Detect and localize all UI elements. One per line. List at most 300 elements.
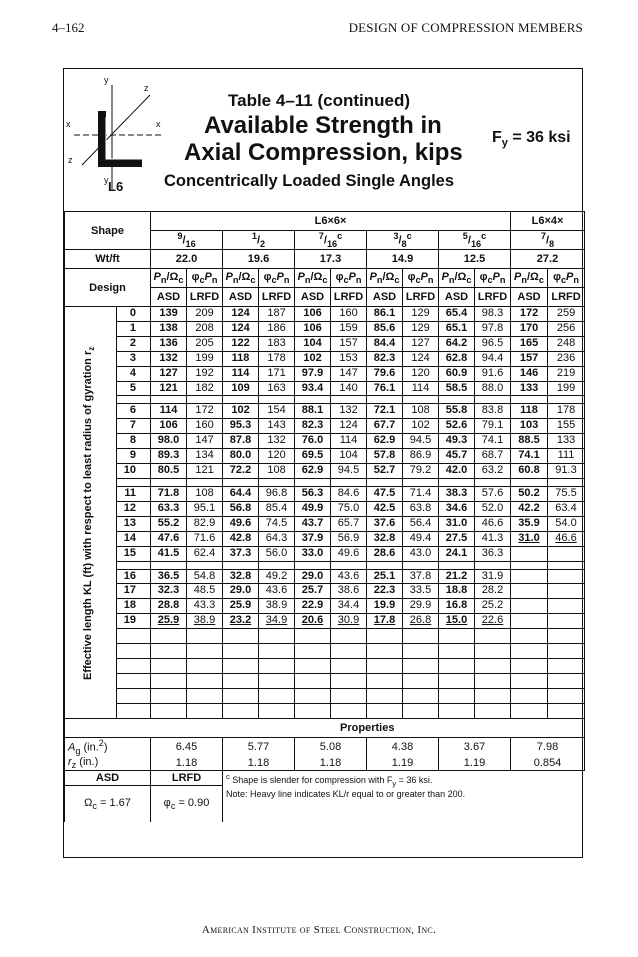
asd-value: 37.9 xyxy=(295,531,331,546)
asd-value: 57.8 xyxy=(367,449,403,464)
asd-value: 50.2 xyxy=(511,486,548,501)
asd-value: 88.5 xyxy=(511,434,548,449)
lrfd-value: 205 xyxy=(187,336,223,351)
asd-value: 23.2 xyxy=(223,614,259,629)
lrfd-value: 124 xyxy=(331,419,367,434)
ag-value: 7.98 xyxy=(511,738,585,756)
row-side-cell xyxy=(65,307,117,322)
lrfd-value: 178 xyxy=(548,404,585,419)
asd-value: 42.2 xyxy=(511,501,548,516)
kl-value: 16 xyxy=(117,569,151,584)
lrfd-value: 38.9 xyxy=(187,614,223,629)
lrfd-value xyxy=(548,478,585,486)
lrfd-value: 49.4 xyxy=(403,531,439,546)
asd-value xyxy=(295,644,331,659)
lrfd-value xyxy=(548,599,585,614)
table-row xyxy=(65,486,585,501)
asd-value xyxy=(367,478,403,486)
asd-value xyxy=(295,704,331,719)
lrfd-formula-header: $\varphi_cP_n$ xyxy=(403,269,439,288)
lrfd-value: 132 xyxy=(331,404,367,419)
lrfd-value: 46.6 xyxy=(475,516,511,531)
lrfd-value: 98.3 xyxy=(475,307,511,322)
thickness-cell: $^7/_{16}^c$ xyxy=(295,231,367,250)
asd-value xyxy=(511,396,548,404)
lrfd-value xyxy=(475,561,511,569)
note-heavy-line: Note: Heavy line indicates KL/r equal to or greater than 200. xyxy=(226,789,466,800)
lrfd-value: 52.0 xyxy=(475,501,511,516)
table-row xyxy=(65,614,585,629)
asd-value: 65.4 xyxy=(439,307,475,322)
asd-value: 95.3 xyxy=(223,419,259,434)
asd-value: 87.8 xyxy=(223,434,259,449)
kl-value xyxy=(117,689,151,704)
lrfd-value: 28.2 xyxy=(475,584,511,599)
lrfd-value: 159 xyxy=(331,321,367,336)
kl-value: 8 xyxy=(117,434,151,449)
asd-value: 121 xyxy=(151,381,187,396)
asd-value xyxy=(511,629,548,644)
lrfd-value xyxy=(259,396,295,404)
asd-value: 31.0 xyxy=(511,531,548,546)
lrfd-value: 114 xyxy=(331,434,367,449)
asd-value: 47.6 xyxy=(151,531,187,546)
asd-value: 38.3 xyxy=(439,486,475,501)
asd-value: 84.4 xyxy=(367,336,403,351)
axis-y-top: y xyxy=(104,75,109,85)
rz-label: $r_z$ (in.) xyxy=(65,756,151,771)
asd-value: 114 xyxy=(151,404,187,419)
shape-header: Shape xyxy=(65,212,151,250)
title-block xyxy=(64,69,582,211)
asd-value: 109 xyxy=(223,381,259,396)
asd-value: 49.3 xyxy=(439,434,475,449)
asd-value: 69.5 xyxy=(295,449,331,464)
lrfd-value: 127 xyxy=(403,336,439,351)
asd-value: 89.3 xyxy=(151,449,187,464)
asd-value xyxy=(439,629,475,644)
asd-value: 124 xyxy=(223,307,259,322)
lrfd-value xyxy=(548,396,585,404)
lrfd-value xyxy=(259,689,295,704)
lrfd-value: 68.7 xyxy=(475,449,511,464)
lrfd-value: 83.8 xyxy=(475,404,511,419)
table-row xyxy=(65,659,585,674)
lrfd-value xyxy=(548,674,585,689)
lrfd-value: 56.0 xyxy=(259,546,295,561)
asd-value: 60.9 xyxy=(439,366,475,381)
lrfd-value: 64.3 xyxy=(259,531,295,546)
asd-value xyxy=(223,644,259,659)
asd-value xyxy=(367,689,403,704)
asd-value xyxy=(151,396,187,404)
lrfd-value: 34.9 xyxy=(259,614,295,629)
asd-value: 20.6 xyxy=(295,614,331,629)
asd-value xyxy=(439,396,475,404)
lrfd-value xyxy=(259,704,295,719)
asd-column-header: ASD xyxy=(223,288,259,307)
kl-value: 9 xyxy=(117,449,151,464)
table-row xyxy=(65,516,585,531)
asd-value xyxy=(439,704,475,719)
lrfd-value: 132 xyxy=(259,434,295,449)
lrfd-value: 108 xyxy=(187,486,223,501)
table-row xyxy=(65,307,585,322)
lrfd-column-header: LRFD xyxy=(187,288,223,307)
lrfd-value: 143 xyxy=(259,419,295,434)
asd-formula-header: $P_n/\Omega_c$ xyxy=(439,269,475,288)
lrfd-value xyxy=(548,569,585,584)
lrfd-value: 94.5 xyxy=(403,434,439,449)
lrfd-value xyxy=(548,629,585,644)
asd-value: 18.8 xyxy=(439,584,475,599)
asd-value: 88.1 xyxy=(295,404,331,419)
lrfd-value: 199 xyxy=(187,351,223,366)
subtitle: Concentrically Loaded Single Angles xyxy=(164,172,455,190)
asd-value xyxy=(223,659,259,674)
table-row xyxy=(65,321,585,336)
asd-formula-header: $P_n/\Omega_c$ xyxy=(151,269,187,288)
lrfd-value: 102 xyxy=(403,419,439,434)
asd-value: 86.1 xyxy=(367,307,403,322)
properties-header: Properties xyxy=(151,719,585,738)
lrfd-value xyxy=(475,478,511,486)
asd-column-header: ASD xyxy=(439,288,475,307)
lrfd-value xyxy=(187,704,223,719)
lrfd-value xyxy=(475,629,511,644)
asd-value: 36.5 xyxy=(151,569,187,584)
lrfd-value: 129 xyxy=(403,307,439,322)
rz-value: 1.19 xyxy=(367,756,439,771)
lrfd-value: 208 xyxy=(187,321,223,336)
lrfd-value: 49.2 xyxy=(259,569,295,584)
weight-row xyxy=(65,250,585,269)
lrfd-value xyxy=(403,689,439,704)
lrfd-value: 153 xyxy=(331,351,367,366)
axis-x-left: x xyxy=(66,119,71,129)
lrfd-value: 38.9 xyxy=(259,599,295,614)
asd-value: 35.9 xyxy=(511,516,548,531)
lrfd-value xyxy=(187,478,223,486)
asd-value: 42.5 xyxy=(367,501,403,516)
ag-label: $A_g$ (in.$^2$) xyxy=(65,738,151,756)
asd-value xyxy=(439,644,475,659)
rz-value: 1.18 xyxy=(295,756,367,771)
rz-value: 1.19 xyxy=(439,756,511,771)
lrfd-value: 56.4 xyxy=(403,516,439,531)
asd-value: 62.8 xyxy=(439,351,475,366)
lrfd-footer-label: LRFD xyxy=(151,771,223,786)
asd-value: 62.9 xyxy=(367,434,403,449)
asd-value: 97.9 xyxy=(295,366,331,381)
kl-value xyxy=(117,659,151,674)
lrfd-value xyxy=(475,704,511,719)
asd-value: 136 xyxy=(151,336,187,351)
asd-value: 22.3 xyxy=(367,584,403,599)
asd-value xyxy=(511,644,548,659)
lrfd-value: 256 xyxy=(548,321,585,336)
lrfd-value: 182 xyxy=(187,381,223,396)
lrfd-value xyxy=(331,674,367,689)
lrfd-value: 43.0 xyxy=(403,546,439,561)
asd-value xyxy=(367,561,403,569)
asd-value: 80.0 xyxy=(223,449,259,464)
table-row xyxy=(65,674,585,689)
asd-value: 56.3 xyxy=(295,486,331,501)
table-row xyxy=(65,351,585,366)
kl-value: 3 xyxy=(117,351,151,366)
asd-value: 72.2 xyxy=(223,464,259,479)
asd-value: 60.8 xyxy=(511,464,548,479)
design-label: Design xyxy=(65,269,151,307)
lrfd-value: 48.5 xyxy=(187,584,223,599)
table-row xyxy=(65,449,585,464)
asd-value: 118 xyxy=(511,404,548,419)
asd-value: 25.9 xyxy=(151,614,187,629)
asd-value xyxy=(511,674,548,689)
asd-value: 139 xyxy=(151,307,187,322)
asd-value: 24.1 xyxy=(439,546,475,561)
lrfd-value: 43.6 xyxy=(259,584,295,599)
lrfd-value: 65.7 xyxy=(331,516,367,531)
asd-value: 37.3 xyxy=(223,546,259,561)
lrfd-column-header: LRFD xyxy=(548,288,585,307)
asd-formula-header: $P_n/\Omega_c$ xyxy=(295,269,331,288)
lrfd-value: 57.6 xyxy=(475,486,511,501)
lrfd-column-header: LRFD xyxy=(403,288,439,307)
lrfd-value: 62.4 xyxy=(187,546,223,561)
weight-cell: 12.5 xyxy=(439,250,511,269)
table-row xyxy=(65,396,585,404)
asd-value: 32.8 xyxy=(223,569,259,584)
lrfd-formula-header: $\varphi_cP_n$ xyxy=(548,269,585,288)
table-row xyxy=(65,644,585,659)
lrfd-value xyxy=(548,689,585,704)
asd-column-header: ASD xyxy=(511,288,548,307)
rz-row xyxy=(65,756,585,771)
asd-value: 132 xyxy=(151,351,187,366)
asd-value xyxy=(295,659,331,674)
lrfd-value xyxy=(403,644,439,659)
lrfd-value xyxy=(475,644,511,659)
lrfd-value xyxy=(331,561,367,569)
asd-formula-header: $P_n/\Omega_c$ xyxy=(511,269,548,288)
table-row xyxy=(65,689,585,704)
asd-value xyxy=(439,659,475,674)
lrfd-value xyxy=(187,644,223,659)
asd-value: 16.8 xyxy=(439,599,475,614)
kl-axis-label: Effective length KL (ft) with respect to least radius of gyration $r_z$ xyxy=(82,346,97,681)
asd-value: 52.7 xyxy=(367,464,403,479)
footer: American Institute of Steel Construction, Inc. xyxy=(201,924,437,936)
asd-value xyxy=(439,689,475,704)
table-row xyxy=(65,501,585,516)
kl-value: 1 xyxy=(117,321,151,336)
kl-value: 2 xyxy=(117,336,151,351)
asd-value: 93.4 xyxy=(295,381,331,396)
lrfd-value xyxy=(259,659,295,674)
lrfd-value xyxy=(259,478,295,486)
weight-cell: 17.3 xyxy=(295,250,367,269)
asd-value xyxy=(295,561,331,569)
table-row xyxy=(65,531,585,546)
asd-value xyxy=(511,689,548,704)
lrfd-value: 84.6 xyxy=(331,486,367,501)
lrfd-value: 82.9 xyxy=(187,516,223,531)
asd-value: 49.6 xyxy=(223,516,259,531)
axis-x-right: x xyxy=(156,119,161,129)
lrfd-value: 97.8 xyxy=(475,321,511,336)
asd-value: 41.5 xyxy=(151,546,187,561)
lrfd-value: 71.6 xyxy=(187,531,223,546)
asd-value xyxy=(367,704,403,719)
asd-value xyxy=(151,689,187,704)
table-row xyxy=(65,434,585,449)
lrfd-value: 54.0 xyxy=(548,516,585,531)
lrfd-value: 91.6 xyxy=(475,366,511,381)
kl-value: 14 xyxy=(117,531,151,546)
lrfd-value: 91.3 xyxy=(548,464,585,479)
asd-value: 85.6 xyxy=(367,321,403,336)
lrfd-value: 46.6 xyxy=(548,531,585,546)
lrfd-value xyxy=(548,644,585,659)
lrfd-value: 133 xyxy=(548,434,585,449)
lrfd-value: 79.1 xyxy=(475,419,511,434)
shape-label: L6 xyxy=(108,179,124,194)
lrfd-value xyxy=(259,629,295,644)
weight-cell: 19.6 xyxy=(223,250,295,269)
table-row xyxy=(65,704,585,719)
lrfd-formula-header: $\varphi_cP_n$ xyxy=(331,269,367,288)
lrfd-column-header: LRFD xyxy=(331,288,367,307)
asd-value: 104 xyxy=(295,336,331,351)
lrfd-value xyxy=(475,396,511,404)
lrfd-value: 236 xyxy=(548,351,585,366)
lrfd-value xyxy=(475,689,511,704)
asd-value: 133 xyxy=(511,381,548,396)
kl-value xyxy=(117,561,151,569)
asd-value: 28.6 xyxy=(367,546,403,561)
lrfd-value: 209 xyxy=(187,307,223,322)
table-row xyxy=(65,404,585,419)
lrfd-value: 41.3 xyxy=(475,531,511,546)
lrfd-value: 147 xyxy=(187,434,223,449)
asd-value: 103 xyxy=(511,419,548,434)
asd-value xyxy=(511,659,548,674)
asd-value xyxy=(151,704,187,719)
table-row xyxy=(65,464,585,479)
asd-value xyxy=(367,674,403,689)
table-frame xyxy=(63,68,583,858)
asd-value: 47.5 xyxy=(367,486,403,501)
asd-value: 124 xyxy=(223,321,259,336)
asd-value xyxy=(223,674,259,689)
title-line-1: Available Strength in xyxy=(204,112,442,139)
asd-value: 21.2 xyxy=(439,569,475,584)
lrfd-value: 121 xyxy=(187,464,223,479)
kl-value xyxy=(117,396,151,404)
lrfd-value: 120 xyxy=(403,366,439,381)
asd-value: 45.7 xyxy=(439,449,475,464)
asd-value xyxy=(367,644,403,659)
lrfd-value: 154 xyxy=(259,404,295,419)
asd-value xyxy=(367,396,403,404)
asd-value: 74.1 xyxy=(511,449,548,464)
asd-value: 127 xyxy=(151,366,187,381)
lrfd-value xyxy=(331,659,367,674)
lrfd-value xyxy=(403,674,439,689)
asd-value: 72.1 xyxy=(367,404,403,419)
table-row xyxy=(65,569,585,584)
asd-value xyxy=(511,614,548,629)
asd-value xyxy=(511,599,548,614)
asd-value: 106 xyxy=(151,419,187,434)
asd-value: 42.0 xyxy=(439,464,475,479)
lrfd-value xyxy=(548,561,585,569)
asd-value: 52.6 xyxy=(439,419,475,434)
asd-value: 56.8 xyxy=(223,501,259,516)
strength-table xyxy=(64,211,585,822)
kl-value: 11 xyxy=(117,486,151,501)
title-line-2: Axial Compression, kips xyxy=(184,139,463,166)
asd-value xyxy=(223,561,259,569)
lrfd-value xyxy=(548,704,585,719)
asd-value xyxy=(511,584,548,599)
asd-value: 32.3 xyxy=(151,584,187,599)
kl-value xyxy=(117,704,151,719)
asd-value: 25.1 xyxy=(367,569,403,584)
lrfd-value: 111 xyxy=(548,449,585,464)
asd-value xyxy=(223,396,259,404)
lrfd-value: 160 xyxy=(187,419,223,434)
asd-value: 27.5 xyxy=(439,531,475,546)
lrfd-value: 95.1 xyxy=(187,501,223,516)
lrfd-value: 186 xyxy=(259,321,295,336)
table-row xyxy=(65,561,585,569)
asd-value: 71.8 xyxy=(151,486,187,501)
lrfd-value: 120 xyxy=(259,449,295,464)
lrfd-value xyxy=(259,674,295,689)
lrfd-value: 30.9 xyxy=(331,614,367,629)
table-row xyxy=(65,336,585,351)
table-number: Table 4–11 (continued) xyxy=(228,91,411,110)
asd-value xyxy=(151,478,187,486)
lrfd-column-header: LRFD xyxy=(475,288,511,307)
lrfd-value xyxy=(331,396,367,404)
axis-z-top: z xyxy=(144,83,149,93)
notes xyxy=(223,771,585,822)
lrfd-value: 163 xyxy=(259,381,295,396)
phi-value: $\varphi_c = 0.90$ xyxy=(151,786,223,822)
asd-value xyxy=(151,659,187,674)
asd-value xyxy=(439,478,475,486)
asd-value: 138 xyxy=(151,321,187,336)
asd-value: 55.2 xyxy=(151,516,187,531)
asd-value: 28.8 xyxy=(151,599,187,614)
lrfd-value: 38.6 xyxy=(331,584,367,599)
kl-value: 5 xyxy=(117,381,151,396)
asd-value: 55.8 xyxy=(439,404,475,419)
asd-value: 64.4 xyxy=(223,486,259,501)
lrfd-value: 219 xyxy=(548,366,585,381)
asd-value xyxy=(295,478,331,486)
asd-value: 15.0 xyxy=(439,614,475,629)
kl-value: 17 xyxy=(117,584,151,599)
asd-value: 37.6 xyxy=(367,516,403,531)
kl-value: 19 xyxy=(117,614,151,629)
lrfd-formula-header: $\varphi_cP_n$ xyxy=(187,269,223,288)
lrfd-value: 192 xyxy=(187,366,223,381)
